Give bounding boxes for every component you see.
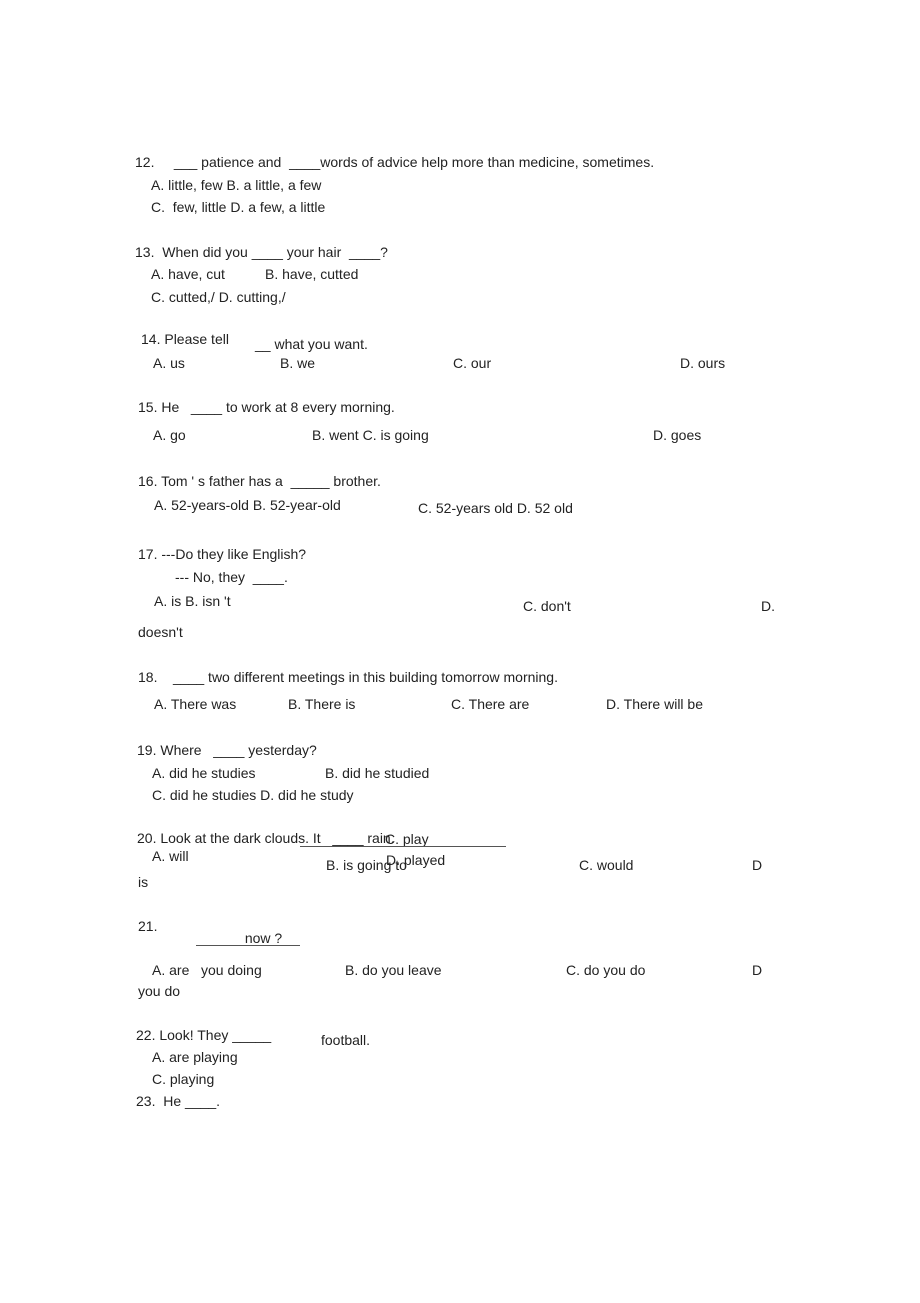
q22-option-c: C. playing [152,1071,215,1087]
q18-option-d: D. There will be [606,696,704,712]
q12-options-cd: C. few, little D. a few, a little [151,199,326,215]
q17-option-d-text: doesn't [138,624,183,640]
q17-option-c: C. don't [523,598,571,614]
q13-option-b: B. have, cutted [265,266,359,282]
q15-option-a: A. go [153,427,186,443]
q20-option-c-play: C. play [385,831,429,847]
q14-stem-end: __ what you want. [255,336,368,352]
q19-option-a: A. did he studies [152,765,256,781]
q21-option-d-letter: D [752,962,763,978]
q15-stem: 15. He ____ to work at 8 every morning. [138,399,395,415]
q20-option-d-text: is [138,874,149,890]
q14-option-d: D. ours [680,355,726,371]
q21-number: 21. [138,918,158,934]
q21-stem: _____ now ? [202,930,283,946]
q17-reply: --- No, they ____. [175,569,288,585]
q21-option-a: A. are you doing [152,962,262,978]
q20-option-d-played: D. played [386,852,446,868]
q19-options-cd: C. did he studies D. did he study [152,787,354,803]
q18-option-c: C. There are [451,696,530,712]
q19-stem: 19. Where ____ yesterday? [137,742,317,758]
q21-option-c: C. do you do [566,962,646,978]
q21-option-d-text: you do [138,983,181,999]
q20-option-c: C. would [579,857,634,873]
q20-underline [300,846,506,847]
q20-option-b: B. is going to [326,857,407,873]
q20-option-a: A. will [152,848,189,864]
q18-option-a: A. There was [154,696,237,712]
q14-stem-start: 14. Please tell [141,331,229,347]
q15-option-d: D. goes [653,427,702,443]
q16-options-cd: C. 52-years old D. 52 old [418,500,573,516]
q20-option-d-letter: D [752,857,763,873]
q21-option-b: B. do you leave [345,962,442,978]
q21-underline [196,945,300,946]
q17-option-d-letter: D. [761,598,775,614]
q14-option-b: B. we [280,355,316,371]
q17-options-ab: A. is B. isn 't [154,593,231,609]
q12-options-ab: A. little, few B. a little, a few [151,177,322,193]
q13-options-cd: C. cutted,/ D. cutting,/ [151,289,286,305]
q18-option-b: B. There is [288,696,356,712]
q17-stem: 17. ---Do they like English? [138,546,307,562]
q20-stem: 20. Look at the dark clouds. It ____ rain. [137,830,395,846]
q12-stem: 12. ___ patience and ____words of advice help more than medicine, sometimes. [135,154,655,170]
q18-stem: 18. ____ two different meetings in this building tomorrow morning. [138,669,558,685]
q14-option-c: C. our [453,355,492,371]
q16-stem: 16. Tom ' s father has a _____ brother. [138,473,381,489]
q13-option-a: A. have, cut [151,266,225,282]
q22-stem-end: football. [321,1032,371,1048]
q22-option-a: A. are playing [152,1049,238,1065]
q23-stem: 23. He ____. [136,1093,221,1109]
q22-stem: 22. Look! They _____ [136,1027,272,1043]
q15-options-bc: B. went C. is going [312,427,429,443]
q14-option-a: A. us [153,355,185,371]
q13-stem: 13. When did you ____ your hair ____? [135,244,388,260]
q16-options-ab: A. 52-years-old B. 52-year-old [154,497,341,513]
q19-option-b: B. did he studied [325,765,430,781]
